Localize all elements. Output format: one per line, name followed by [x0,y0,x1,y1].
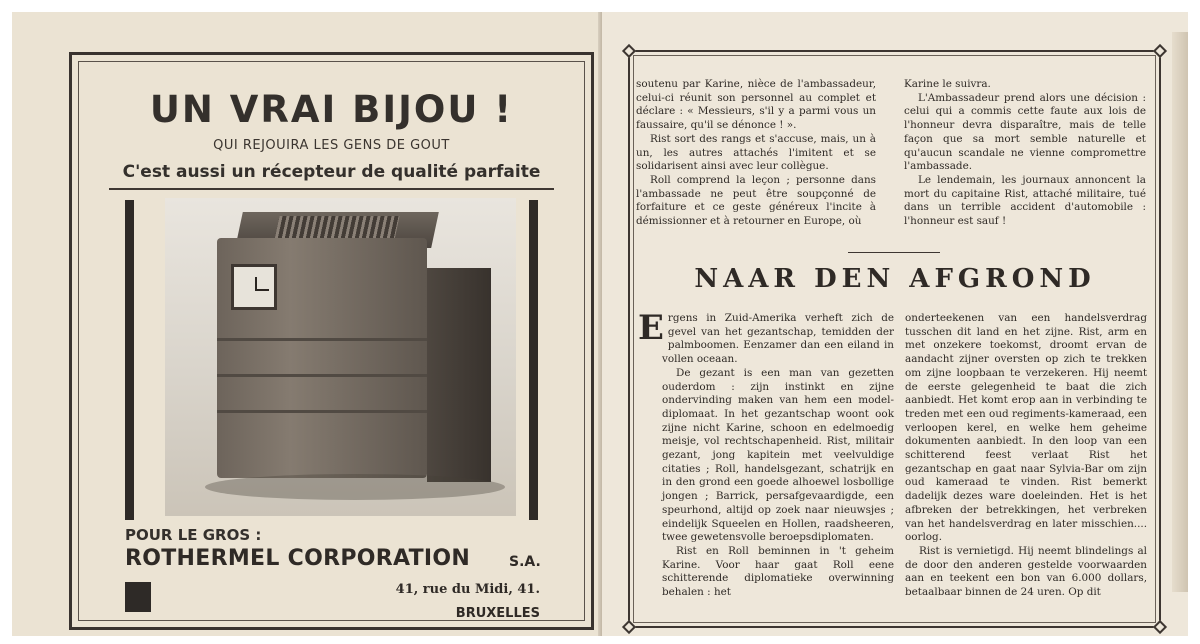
ad-square-mark [125,582,151,612]
article-column-bottom-left [638,308,894,600]
paragraph: Rist is vernietigd. Hij neemt blindelings al de door den anderen gestelde voorwaarden aan en teekent een bon van 6.000 dollars, betaalbaar binnen de 24 uren. Op dit [905,544,1147,599]
corner-ornament [1153,44,1167,58]
page-edge [1172,32,1188,592]
ad-subheadline: QUI REJOUIRA LES GENS DE GOUT [213,138,450,153]
paragraph-text: rgens in Zuid-Amerika verheft zich de gevel van het gezantschap, temidden der palmboomen. Eenzamer dan een eiland in vollen oceaan. [662,312,894,366]
radio-shadow [205,474,505,500]
drop-cap: E [638,308,664,348]
article-column-top-right [904,78,1146,229]
address-line-1: 41, rue du Midi, 41. [395,582,540,597]
ad-divider [109,188,554,190]
paragraph: Rist sort des rangs et s'accuse, mais, un à un, les autres attachés l'imitent et se solidarisent ainsi avec leur collègue. [636,132,876,173]
corner-ornament [622,620,636,634]
section-separator [848,252,940,253]
paragraph: Roll comprend la leçon ; personne dans l'ambassade ne peut être soupçonné de forfaiture et ce geste généreux l'incite à démissionner et à retourner en Europe, où [636,173,876,228]
ad-left-bar [125,200,134,520]
ad-headline: UN VRAI BIJOU ! [149,88,514,131]
left-page [12,12,602,636]
ad-tagline: C'est aussi un récepteur de qualité parfaite [122,162,541,182]
article-column-top-left [636,78,876,229]
corner-ornament [1153,620,1167,634]
magazine-spread [12,12,1188,636]
paragraph: Le lendemain, les journaux annoncent la mort du capitaine Rist, attaché militaire, tué dans un terrible accident d'automobile : l'honneur est sauf ! [904,173,1146,228]
article-title: NAAR DEN AFGROND [694,264,1096,294]
ad-right-bar [529,200,538,520]
corner-ornament [622,44,636,58]
radio-grille [274,216,399,240]
paragraph: De gezant is een man van gezetten ouderdom : zijn instinkt en zijne ondervinding maken van hem een model-diplomaat. In het gezantschap woont ook zijne nicht Karine, schoon en edelmoedig meisje, vol rechtschapenheid. Rist, militair gezant, jong kapitein met veelvuldige citaties ; Roll, handelsgezant, schatrijk en in den grond een goede alhoewel losbollige jongen ; Barrick, persafgevaardigde, een speurhond, altijd op zoek naar nieuwsjes ; eindelijk Squeelen en Hollen, raadsheeren, twee gewetensvolle beroepsdiplomaten. [662,366,894,544]
paragraph-with-dropcap [638,308,894,367]
radio-photo [165,198,516,516]
paragraph: soutenu par Karine, nièce de l'ambassadeur, celui-ci réunit son personnel au complet et déclare : « Messieurs, s'il y a parmi vous un faussaire, qu'il se dénonce ! ». [636,78,876,132]
article-column-bottom-right [905,312,1147,600]
company-suffix: S.A. [509,554,541,570]
advertisement [69,52,594,630]
paragraph: Karine le suivra. [904,78,991,90]
radio-ridge [217,338,427,341]
paragraph: Rist en Roll beminnen in 't geheim Karine. Voor haar gaat Roll eene schitterende diplomatieke overwinning behalen : het [662,544,894,599]
radio-ridge [217,410,427,413]
paragraph: L'Ambassadeur prend alors une décision : celui qui a commis cette faute aux lois de l'honneur devra disparaître, mais de telle façon que sa mort semble naturelle et qu'aucun scandale ne vienne compromettre l'ambassade. [904,91,1146,173]
company-name: ROTHERMEL CORPORATION [125,546,471,571]
paragraph: onderteekenen van een handelsverdrag tusschen dit land en het zijne. Rist, arm en met onzekere toekomst, droomt ervan de aandacht zijner oversten op zich te trekken om zijne loopbaan te verzekeren. Hij neemt de eerste gelegenheid te baat die zich aanbiedt. Het komt erop aan in verbinding te treden met een oud regiments-kameraad, een verloopen kerel, en welke hem geheime dokumenten aanbiedt. In den loop van een schitterend feest verlaat Rist het gezantschap en gaat naar Sylvia-Bar om zijn oud kameraad te vinden. Rist bemerkt dadelijk dezes ware doeleinden. Het is het afbreken der betrekkingen, het verbreken van het handelsverdrag en later misschien.... oorlog. [905,312,1147,544]
radio-ridge [217,374,427,377]
advertisement-inner-border [78,61,585,621]
wholesale-label: POUR LE GROS : [125,526,262,544]
radio-side-panel [427,268,491,482]
address-line-2: BRUXELLES [455,606,540,621]
clock-icon [231,264,277,310]
